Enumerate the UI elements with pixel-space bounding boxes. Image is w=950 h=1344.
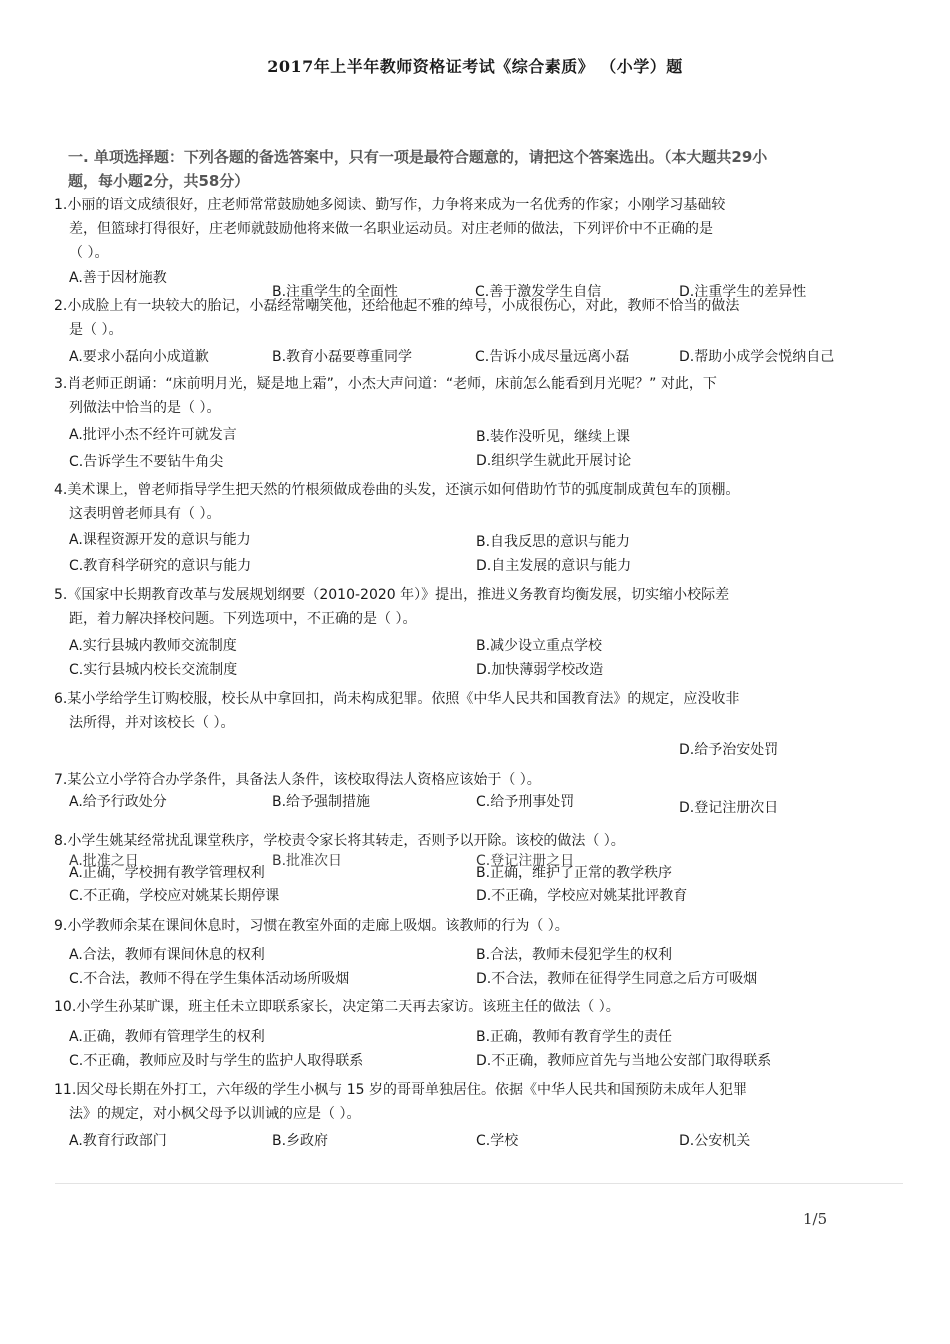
option-d[interactable]: D.帮助小成学会悦纳自己: [679, 349, 835, 365]
option-b[interactable]: B.装作没听见，继续上课: [476, 429, 631, 445]
option-b[interactable]: B.注重学生的全面性: [272, 284, 399, 300]
option-d[interactable]: D.自主发展的意识与能力: [476, 558, 632, 574]
option-a[interactable]: A.实行县城内教师交流制度: [69, 638, 237, 654]
option-b[interactable]: B.正确，维护了正常的教学秩序: [476, 865, 673, 881]
question-stem-line: 法》的规定，对小枫父母予以训诫的应是（ ）。: [69, 1106, 361, 1122]
question-stem-line: 1.小丽的语文成绩很好，庄老师常常鼓励她多阅读、勤写作，力争将来成为一名优秀的作家；小刚学习基础较: [54, 197, 726, 213]
question-4: [54, 478, 874, 526]
question-stem-line: 法所得，并对该校长（ ）。: [69, 715, 235, 731]
option-c[interactable]: C.实行县城内校长交流制度: [69, 662, 238, 678]
question-3: [54, 372, 874, 420]
question-stem-line: 2.小成脸上有一块较大的胎记，小磊经常嘲笑他，还给他起不雅的绰号，小成很伤心，对此，教师不恰当的做法: [54, 298, 740, 314]
misprint-option: B.批准次日: [272, 853, 343, 869]
option-b[interactable]: B.教育小磊要尊重同学: [272, 349, 413, 365]
question-1: [54, 193, 874, 265]
question-stem-line: （ ）。: [69, 245, 109, 261]
question-stem-line: 列做法中恰当的是（ ）。: [69, 400, 221, 416]
option-a[interactable]: A.课程资源开发的意识与能力: [69, 532, 251, 548]
question-11: [54, 1078, 874, 1126]
option-c[interactable]: C.给予刑事处罚: [476, 794, 575, 810]
section-heading: [68, 145, 868, 193]
option-c[interactable]: C.学校: [476, 1133, 519, 1149]
question-9: [54, 914, 874, 938]
option-a[interactable]: A.合法，教师有课间休息的权利: [69, 947, 265, 963]
question-stem-line: 这表明曾老师具有（ ）。: [69, 506, 221, 522]
option-a[interactable]: A.给予行政处分: [69, 794, 167, 810]
option-c[interactable]: C.不正确，学校应对姚某长期停课: [69, 888, 280, 904]
option-d[interactable]: D.登记注册次日: [679, 800, 779, 816]
option-c[interactable]: C.善于激发学生自信: [475, 284, 602, 300]
option-b[interactable]: B.乡政府: [272, 1133, 329, 1149]
option-b[interactable]: B.给予强制措施: [272, 794, 371, 810]
option-a[interactable]: A.善于因材施教: [69, 270, 167, 286]
option-a[interactable]: A.要求小磊向小成道歉: [69, 349, 209, 365]
section-heading-line2: 题，每小题2分，共58分）: [68, 172, 250, 190]
option-d[interactable]: D.不合法，教师在征得学生同意之后方可吸烟: [476, 971, 758, 987]
document-title: 2017年上半年教师资格证考试《综合素质》 （小学）题: [267, 57, 683, 76]
question-5: [54, 583, 874, 631]
misprint-option: C.登记注册之日: [476, 853, 575, 869]
question-stem-line: 差，但篮球打得很好，庄老师就鼓励他将来做一名职业运动员。对庄老师的做法，下列评价中不正确的是: [69, 221, 713, 237]
misprint-option: A.批准之日: [69, 853, 139, 869]
question-stem-line: 8.小学生姚某经常扰乱课堂秩序，学校责令家长将其转走，否则予以开除。该校的做法（ ）。: [54, 833, 625, 849]
option-d[interactable]: D.不正确，学校应对姚某批评教育: [476, 888, 688, 904]
section-heading-line1: 一. 单项选择题：下列各题的备选答案中，只有一项是最符合题意的，请把这个答案选出。（本大题共29小: [68, 148, 768, 166]
question-stem-line: 10.小学生孙某旷课，班主任未立即联系家长，决定第二天再去家访。该班主任的做法（ ）。: [54, 999, 620, 1015]
option-a[interactable]: A.教育行政部门: [69, 1133, 167, 1149]
option-d[interactable]: D.注重学生的差异性: [679, 284, 807, 300]
question-stem-line: 5.《国家中长期教育改革与发展规划纲要（2010-2020 年）》提出，推进义务教育均衡发展，切实缩小校际差: [54, 587, 730, 603]
option-a[interactable]: A.正确，教师有管理学生的权利: [69, 1029, 265, 1045]
option-d[interactable]: D.不正确，教师应首先与当地公安部门取得联系: [476, 1053, 772, 1069]
question-stem-line: 距，着力解决择校问题。下列选项中，不正确的是（ ）。: [69, 611, 417, 627]
option-d[interactable]: D.给予治安处罚: [679, 742, 779, 758]
option-b[interactable]: B.减少设立重点学校: [476, 638, 603, 654]
question-7: [54, 768, 874, 792]
page-number: 1/5: [803, 1210, 828, 1228]
option-d[interactable]: D.公安机关: [679, 1133, 751, 1149]
option-b[interactable]: B.自我反思的意识与能力: [476, 534, 631, 550]
question-2: [54, 294, 874, 342]
option-d[interactable]: D.组织学生就此开展讨论: [476, 453, 632, 469]
question-stem-line: 4.美术课上，曾老师指导学生把天然的竹根须做成卷曲的头发，还演示如何借助竹节的弧度制成黄包车的顶棚。: [54, 482, 740, 498]
option-a[interactable]: A.正确，学校拥有教学管理权利: [69, 865, 265, 881]
option-c[interactable]: C.告诉小成尽量远离小磊: [475, 349, 630, 365]
question-10: [54, 995, 874, 1019]
option-c[interactable]: C.不合法，教师不得在学生集体活动场所吸烟: [69, 971, 350, 987]
option-b[interactable]: B.合法，教师未侵犯学生的权利: [476, 947, 673, 963]
option-a[interactable]: A.批评小杰不经许可就发言: [69, 427, 237, 443]
footer-divider: [55, 1183, 903, 1184]
option-b[interactable]: B.正确，教师有教育学生的责任: [476, 1029, 673, 1045]
question-stem-line: 11.因父母长期在外打工，六年级的学生小枫与 15 岁的哥哥单独居住。依据《中华人民共和国预防未成年人犯罪: [54, 1082, 747, 1098]
question-stem-line: 3.肖老师正朗诵：“床前明月光，疑是地上霜”，小杰大声问道：“老师，床前怎么能看到月光呢？” 对此，下: [54, 376, 717, 392]
option-c[interactable]: C.告诉学生不要钻牛角尖: [69, 454, 224, 470]
option-c[interactable]: C.教育科学研究的意识与能力: [69, 558, 252, 574]
question-8: [54, 829, 874, 853]
question-stem-line: 是（ ）。: [69, 322, 123, 338]
option-d[interactable]: D.加快薄弱学校改造: [476, 662, 604, 678]
option-c[interactable]: C.不正确，教师应及时与学生的监护人取得联系: [69, 1053, 364, 1069]
question-stem-line: 7.某公立小学符合办学条件，具备法人条件，该校取得法人资格应该始于（ ）。: [54, 772, 541, 788]
question-6: [54, 687, 874, 735]
question-stem-line: 9.小学教师余某在课间休息时，习惯在教室外面的走廊上吸烟。该教师的行为（ ）。: [54, 918, 569, 934]
question-stem-line: 6.某小学给学生订购校服，校长从中拿回扣，尚未构成犯罪。依照《中华人民共和国教育法》的规定，应没收非: [54, 691, 740, 707]
